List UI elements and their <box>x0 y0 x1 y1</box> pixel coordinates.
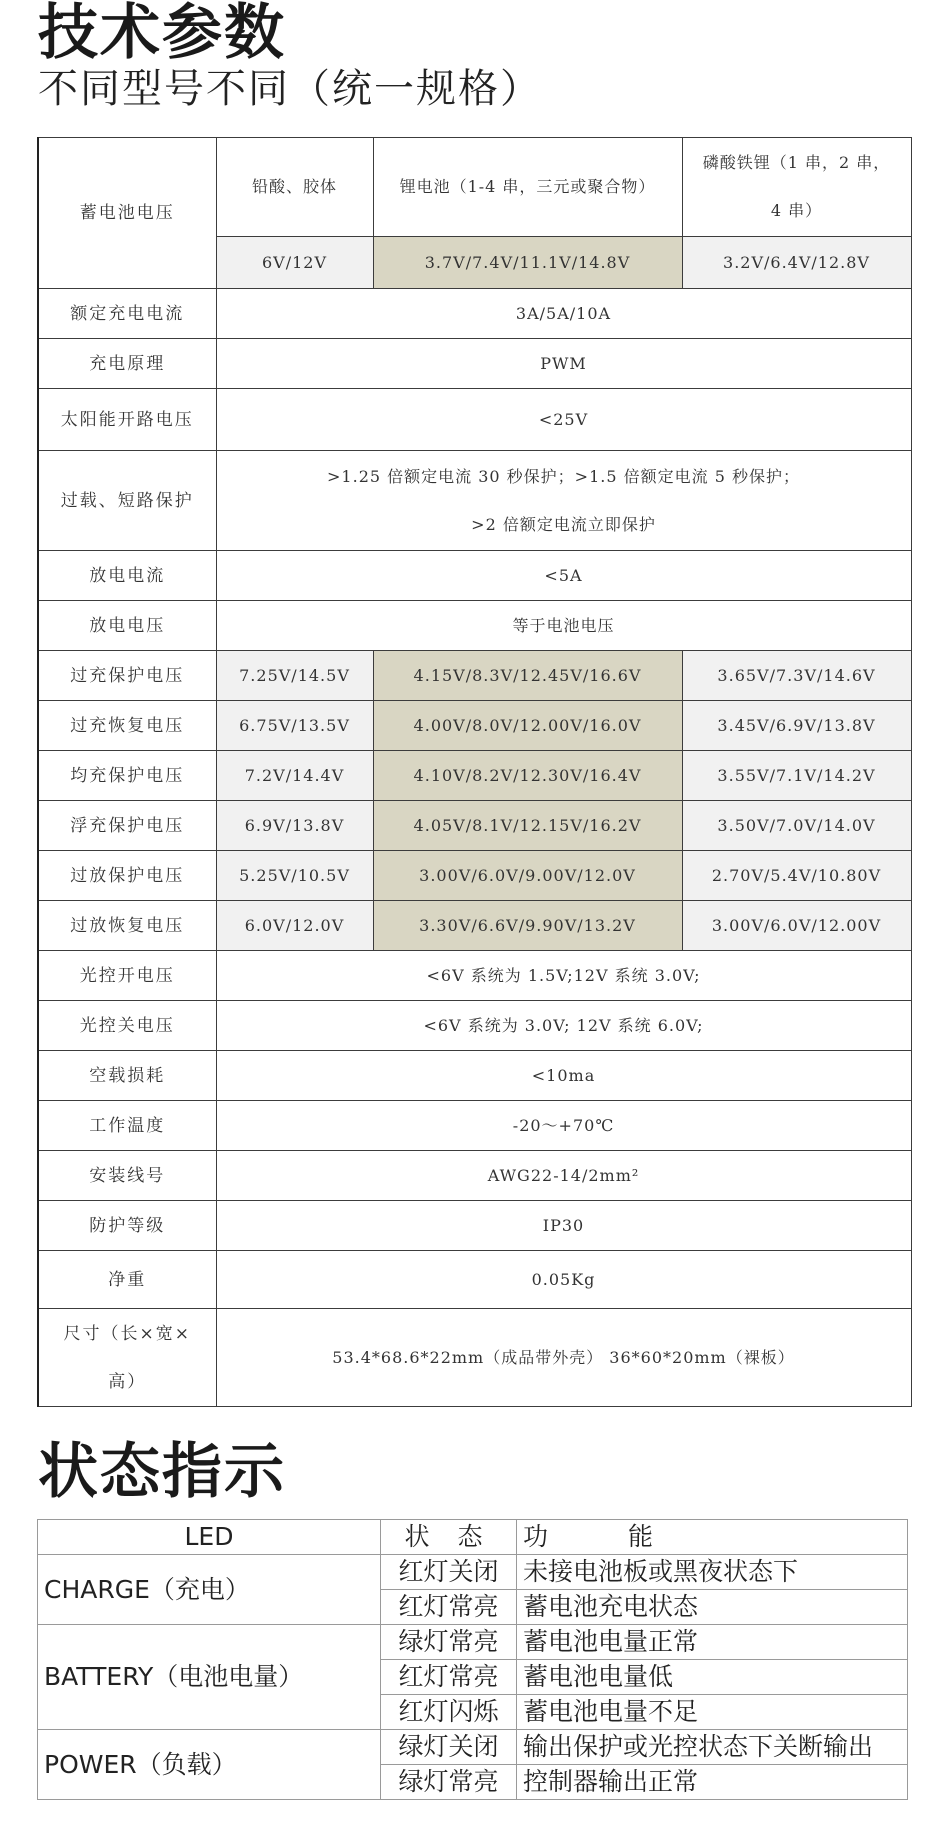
led-function: 未接电池板或黑夜状态下 <box>517 1555 908 1590</box>
table-row <box>38 451 911 551</box>
led-state: 绿灯常亮 <box>381 1765 517 1800</box>
voltage-row-label: 过放恢复电压 <box>38 901 216 951</box>
voltage-row-lifepo4: 2.70V/5.4V/10.80V <box>682 851 911 901</box>
table-row <box>38 901 911 951</box>
led-state: 绿灯常亮 <box>381 1625 517 1660</box>
table-row <box>38 1151 911 1201</box>
led-function: 蓄电池充电状态 <box>517 1590 908 1625</box>
table-row <box>38 551 911 601</box>
idle-loss-label: 空载损耗 <box>38 1051 216 1101</box>
discharge-voltage-label: 放电电压 <box>38 601 216 651</box>
table-row <box>38 1251 911 1309</box>
protection-value: IP30 <box>216 1201 911 1251</box>
led-state: 绿灯关闭 <box>381 1730 517 1765</box>
voltage-row-lifepo4: 3.50V/7.0V/14.0V <box>682 801 911 851</box>
table-row <box>38 1001 911 1051</box>
table-row <box>38 1309 911 1407</box>
led-function: 蓄电池电量低 <box>517 1660 908 1695</box>
discharge-current-value: <5A <box>216 551 911 601</box>
voltage-row-label: 过充恢复电压 <box>38 701 216 751</box>
led-function: 蓄电池电量不足 <box>517 1695 908 1730</box>
light-off-label: 光控关电压 <box>38 1001 216 1051</box>
type-lifepo4: 磷酸铁锂（1 串，2 串， 4 串） <box>682 138 911 237</box>
voltage-lithium: 3.7V/7.4V/11.1V/14.8V <box>373 237 682 289</box>
led-state: 红灯常亮 <box>381 1660 517 1695</box>
led-state: 红灯关闭 <box>381 1555 517 1590</box>
led-state: 红灯闪烁 <box>381 1695 517 1730</box>
size-value: 53.4*68.6*22mm（成品带外壳） 36*60*20mm（裸板） <box>216 1309 911 1407</box>
type-lead-acid: 铅酸、胶体 <box>216 138 373 237</box>
table-row <box>38 339 911 389</box>
table-row <box>38 801 911 851</box>
led-group-charge: CHARGE（充电） <box>38 1555 381 1625</box>
voltage-row-lead: 6.9V/13.8V <box>216 801 373 851</box>
type-lithium: 锂电池（1-4 串，三元或聚合物） <box>373 138 682 237</box>
table-row <box>38 651 911 701</box>
temperature-label: 工作温度 <box>38 1101 216 1151</box>
light-on-value: <6V 系统为 1.5V;12V 系统 3.0V; <box>216 951 911 1001</box>
voltage-row-label: 浮充保护电压 <box>38 801 216 851</box>
status-section-title: 状态指示 <box>38 1437 286 1507</box>
voltage-row-label: 均充保护电压 <box>38 751 216 801</box>
battery-voltage-label: 蓄电池电压 <box>38 138 216 289</box>
page-subtitle: 不同型号不同（统一规格） <box>38 66 542 112</box>
discharge-voltage-value: 等于电池电压 <box>216 601 911 651</box>
table-row <box>38 389 911 451</box>
table-row <box>38 1051 911 1101</box>
voltage-row-lifepo4: 3.55V/7.1V/14.2V <box>682 751 911 801</box>
voltage-lead-acid: 6V/12V <box>216 237 373 289</box>
table-header-row <box>38 1520 908 1555</box>
weight-value: 0.05Kg <box>216 1251 911 1309</box>
led-group-power: POWER（负载） <box>38 1730 381 1800</box>
voltage-row-lead: 6.75V/13.5V <box>216 701 373 751</box>
table-row <box>38 138 911 237</box>
led-function: 蓄电池电量正常 <box>517 1625 908 1660</box>
voltage-row-lithium: 4.15V/8.3V/12.45V/16.6V <box>373 651 682 701</box>
protection-label: 防护等级 <box>38 1201 216 1251</box>
charge-principle-value: PWM <box>216 339 911 389</box>
voltage-row-lead: 7.25V/14.5V <box>216 651 373 701</box>
table-row <box>38 751 911 801</box>
voltage-row-lead: 6.0V/12.0V <box>216 901 373 951</box>
voltage-row-lifepo4: 3.00V/6.0V/12.00V <box>682 901 911 951</box>
led-function: 控制器输出正常 <box>517 1765 908 1800</box>
header-led: LED <box>38 1520 381 1555</box>
voltage-row-lithium: 4.05V/8.1V/12.15V/16.2V <box>373 801 682 851</box>
table-row <box>38 1555 908 1590</box>
table-row <box>38 1201 911 1251</box>
table-row <box>38 701 911 751</box>
overload-value: >1.25 倍额定电流 30 秒保护；>1.5 倍额定电流 5 秒保护； >2 倍额定电流立即保护 <box>216 451 911 551</box>
table-row <box>38 1101 911 1151</box>
voltage-row-lifepo4: 3.65V/7.3V/14.6V <box>682 651 911 701</box>
voltage-row-lead: 5.25V/10.5V <box>216 851 373 901</box>
led-state: 红灯常亮 <box>381 1590 517 1625</box>
solar-open-voltage-label: 太阳能开路电压 <box>38 389 216 451</box>
led-status-table <box>37 1519 908 1800</box>
table-row <box>38 951 911 1001</box>
voltage-row-lithium: 3.30V/6.6V/9.90V/13.2V <box>373 901 682 951</box>
voltage-row-label: 过放保护电压 <box>38 851 216 901</box>
table-row <box>38 601 911 651</box>
rated-current-value: 3A/5A/10A <box>216 289 911 339</box>
led-function: 输出保护或光控状态下关断输出 <box>517 1730 908 1765</box>
voltage-row-lithium: 4.00V/8.0V/12.00V/16.0V <box>373 701 682 751</box>
charge-principle-label: 充电原理 <box>38 339 216 389</box>
wire-value: AWG22-14/2mm² <box>216 1151 911 1201</box>
discharge-current-label: 放电电流 <box>38 551 216 601</box>
overload-label: 过载、短路保护 <box>38 451 216 551</box>
header-state: 状 态 <box>381 1520 517 1555</box>
voltage-row-lifepo4: 3.45V/6.9V/13.8V <box>682 701 911 751</box>
page-title: 技术参数 <box>38 0 286 68</box>
light-on-label: 光控开电压 <box>38 951 216 1001</box>
temperature-value: -20～+70℃ <box>216 1101 911 1151</box>
led-group-battery: BATTERY（电池电量） <box>38 1625 381 1730</box>
size-label: 尺寸（长×宽× 高） <box>38 1309 216 1407</box>
table-row <box>38 1730 908 1765</box>
voltage-row-lithium: 4.10V/8.2V/12.30V/16.4V <box>373 751 682 801</box>
table-row <box>38 1625 908 1660</box>
header-function: 功 能 <box>517 1520 908 1555</box>
table-row <box>38 851 911 901</box>
voltage-row-lithium: 3.00V/6.0V/9.00V/12.0V <box>373 851 682 901</box>
light-off-value: <6V 系统为 3.0V; 12V 系统 6.0V; <box>216 1001 911 1051</box>
idle-loss-value: <10ma <box>216 1051 911 1101</box>
rated-current-label: 额定充电电流 <box>38 289 216 339</box>
spec-table <box>37 137 912 1407</box>
voltage-row-label: 过充保护电压 <box>38 651 216 701</box>
wire-label: 安装线号 <box>38 1151 216 1201</box>
table-row <box>38 289 911 339</box>
weight-label: 净重 <box>38 1251 216 1309</box>
voltage-row-lead: 7.2V/14.4V <box>216 751 373 801</box>
voltage-lifepo4: 3.2V/6.4V/12.8V <box>682 237 911 289</box>
solar-open-voltage-value: <25V <box>216 389 911 451</box>
